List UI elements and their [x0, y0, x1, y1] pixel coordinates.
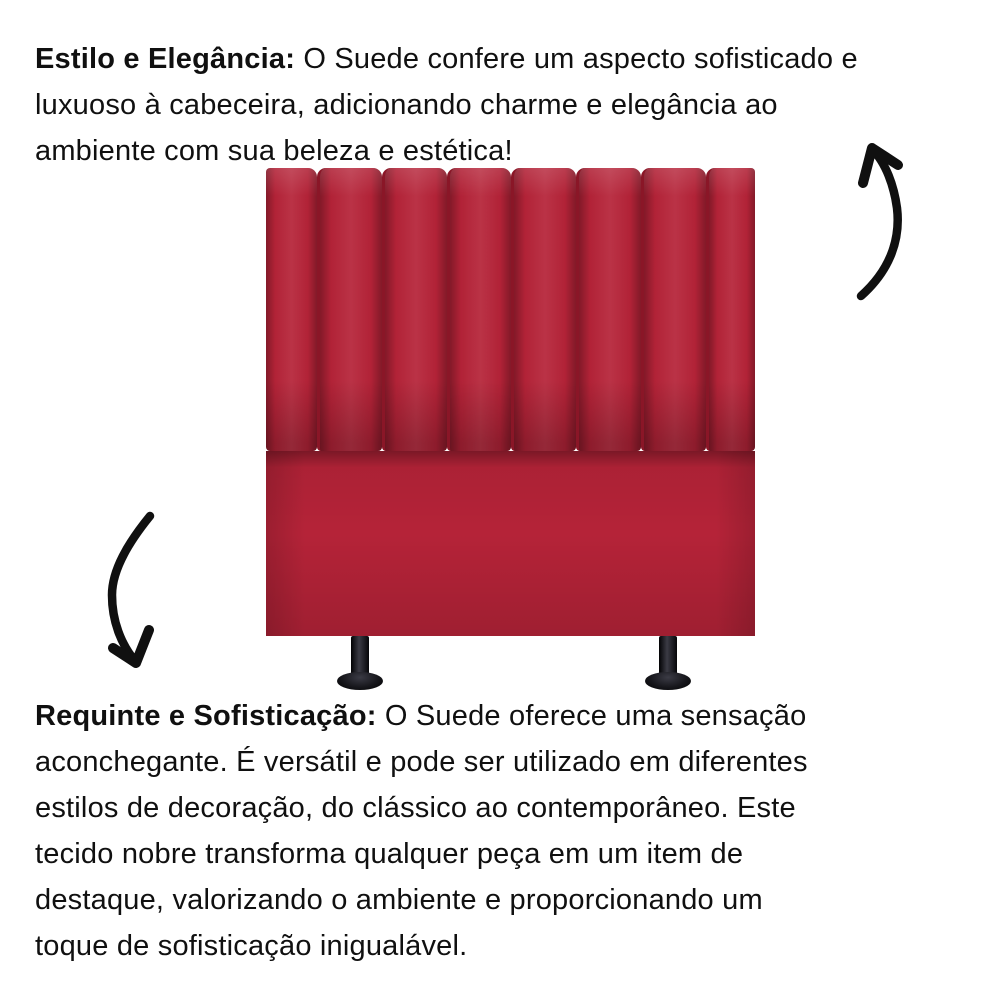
foot-base	[645, 672, 691, 690]
paragraph-lead: Requinte e Sofisticação:	[35, 700, 377, 732]
arrow-shaft	[112, 516, 150, 661]
text-line: ambiente com sua beleza e estética!	[35, 135, 513, 167]
text-line: destaque, valorizando o ambiente e proporcionando um	[35, 884, 763, 916]
arrow-up-icon	[861, 148, 898, 296]
text-line	[35, 693, 808, 739]
headboard-panels	[266, 168, 755, 451]
paragraph-text: O Suede oferece uma sensação	[376, 700, 807, 732]
headboard-panel	[511, 168, 576, 451]
text-line: estilos de decoração, do clássico ao contemporâneo. Este	[35, 792, 796, 824]
headboard-skirt	[266, 451, 755, 636]
text-line: toque de sofisticação inigualável.	[35, 930, 468, 962]
text-line: tecido nobre transforma qualquer peça em um item de	[35, 838, 744, 870]
bottom-paragraph	[35, 693, 808, 969]
arrow-head	[113, 630, 149, 663]
text-line: aconchegante. É versátil e pode ser utilizado em diferentes	[35, 746, 808, 778]
paragraph-lead: Estilo e Elegância:	[35, 43, 296, 75]
headboard-panel	[382, 168, 447, 451]
headboard-left-foot	[351, 636, 369, 694]
headboard-panel	[706, 168, 755, 451]
headboard-product-image	[266, 168, 755, 636]
paragraph-text: O Suede confere um aspecto sofisticado e	[295, 43, 858, 75]
arrow-head	[863, 148, 898, 183]
text-line: luxuoso à cabeceira, adicionando charme e elegância ao	[35, 89, 778, 121]
arrow-shaft	[861, 149, 898, 296]
headboard-panel	[317, 168, 382, 451]
headboard-panel	[447, 168, 512, 451]
headboard-right-foot	[659, 636, 677, 694]
headboard-panel	[576, 168, 641, 451]
arrow-down-icon	[112, 516, 150, 663]
top-paragraph	[35, 36, 858, 174]
text-line	[35, 36, 858, 82]
headboard-panel	[641, 168, 706, 451]
headboard-panel	[266, 168, 317, 451]
foot-base	[337, 672, 383, 690]
